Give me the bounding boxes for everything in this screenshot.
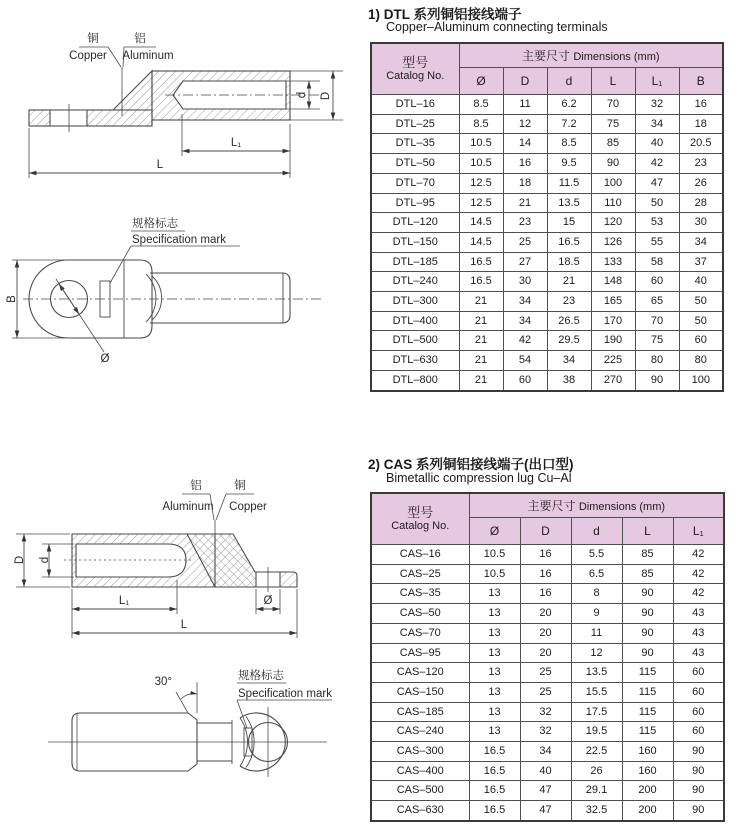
dimension-cell: 100: [591, 173, 635, 193]
catalog-no-cell: DTL–25: [371, 114, 459, 134]
dimension-cell: 21: [459, 311, 503, 331]
dimension-cell: 50: [679, 311, 723, 331]
dimension-cell: 13: [469, 722, 520, 742]
table-row: [371, 702, 724, 722]
dimension-cell: 70: [591, 95, 635, 115]
aluminum-label-en: Aluminum: [122, 50, 174, 62]
dimension-cell: 42: [673, 584, 724, 604]
column-header-L: L: [622, 518, 673, 545]
dimension-cell: 58: [635, 252, 679, 272]
dimension-cell: 42: [673, 564, 724, 584]
dimension-cell: 28: [679, 193, 723, 213]
dimension-cell: 26.5: [547, 311, 591, 331]
dimension-cell: 25: [520, 663, 571, 683]
dimension-cell: 32.5: [571, 801, 622, 821]
dimension-cell: 110: [591, 193, 635, 213]
catalog-no-cell: CAS–185: [371, 702, 469, 722]
dimension-cell: 60: [673, 722, 724, 742]
dimension-cell: 55: [635, 232, 679, 252]
copper-label-zh: 铜: [234, 480, 246, 492]
table-row: [371, 351, 723, 371]
catalog-no-cell: DTL–35: [371, 134, 459, 154]
dimension-cell: 70: [635, 311, 679, 331]
dimension-cell: 148: [591, 272, 635, 292]
dimension-cell: 115: [622, 663, 673, 683]
catalog-no-cell: CAS–400: [371, 761, 469, 781]
dimension-cell: 12: [503, 114, 547, 134]
dimension-cell: 9: [571, 604, 622, 624]
spec-mark-label-en: Specification mark: [132, 234, 226, 246]
dimension-cell: 20: [520, 643, 571, 663]
dimension-cell: 14.5: [459, 213, 503, 233]
dimension-cell: 90: [622, 623, 673, 643]
table-row: [371, 643, 724, 663]
dimension-cell: 14.5: [459, 232, 503, 252]
column-header-D: D: [520, 518, 571, 545]
catalog-no-cell: DTL–300: [371, 292, 459, 312]
table-row: [371, 114, 723, 134]
dimension-cell: 270: [591, 370, 635, 390]
table-row: [371, 311, 723, 331]
dimension-cell: 200: [622, 781, 673, 801]
catalog-no-cell: CAS–25: [371, 564, 469, 584]
catalog-no-cell: DTL–50: [371, 154, 459, 174]
dimension-cell: 29.5: [547, 331, 591, 351]
catalog-no-cell: DTL–800: [371, 370, 459, 390]
table-row: [371, 564, 724, 584]
dimension-cell: 85: [622, 545, 673, 565]
dimension-cell: 21: [459, 331, 503, 351]
catalog-no-cell: DTL–240: [371, 272, 459, 292]
dtl-top-view-drawing-overlay: [0, 190, 360, 380]
dim-B-label: B: [6, 295, 18, 303]
dimension-cell: 16: [520, 545, 571, 565]
copper-label-zh: 铜: [87, 33, 99, 45]
dimension-cell: 16.5: [459, 252, 503, 272]
dimension-cell: 10.5: [469, 545, 520, 565]
dimension-cell: 43: [673, 604, 724, 624]
dimension-cell: 21: [503, 193, 547, 213]
dimension-cell: 21: [459, 292, 503, 312]
dims-header-zh: 主要尺寸: [527, 499, 576, 513]
dimension-cell: 13: [469, 682, 520, 702]
dimension-cell: 90: [673, 761, 724, 781]
spec-mark-label-en: Specification mark: [238, 688, 332, 700]
dimension-cell: 30: [679, 213, 723, 233]
cas-side-view-drawing: [0, 468, 360, 665]
dimension-cell: 6.5: [571, 564, 622, 584]
dimension-cell: 6.2: [547, 95, 591, 115]
dimension-cell: 5.5: [571, 545, 622, 565]
dimension-cell: 90: [635, 370, 679, 390]
dimension-cell: 37: [679, 252, 723, 272]
dimension-cell: 16: [520, 584, 571, 604]
table-row: [371, 761, 724, 781]
dimension-cell: 13: [469, 702, 520, 722]
cas-dimensions-table: [370, 492, 725, 822]
dimension-cell: 100: [679, 370, 723, 390]
dimension-cell: 10.5: [459, 154, 503, 174]
dimension-cell: 13: [469, 584, 520, 604]
dimension-cell: 11.5: [547, 173, 591, 193]
column-header-d: d: [571, 518, 622, 545]
catalog-no-header: [371, 493, 469, 545]
column-header-B: B: [679, 68, 723, 95]
dimension-cell: 18.5: [547, 252, 591, 272]
dimension-cell: 60: [673, 663, 724, 683]
dimension-cell: 90: [622, 643, 673, 663]
dtl-barrel-outline: [150, 273, 290, 323]
table-row: [371, 213, 723, 233]
dimension-cell: 11: [503, 95, 547, 115]
table-row: [371, 623, 724, 643]
dimension-cell: 8.5: [547, 134, 591, 154]
dimension-cell: 75: [635, 331, 679, 351]
dimension-cell: 23: [679, 154, 723, 174]
table-row: [371, 193, 723, 213]
catalog-no-cell: CAS–630: [371, 801, 469, 821]
catalog-no-cell: DTL–120: [371, 213, 459, 233]
dimension-cell: 90: [622, 604, 673, 624]
dimension-cell: 40: [520, 761, 571, 781]
catalog-no-cell: CAS–70: [371, 623, 469, 643]
dimension-cell: 13: [469, 663, 520, 683]
dimension-cell: 38: [547, 370, 591, 390]
catalog-no-cell: CAS–35: [371, 584, 469, 604]
table-row: [371, 272, 723, 292]
dimension-cell: 120: [591, 213, 635, 233]
dimension-cell: 18: [503, 173, 547, 193]
dim-L-label: L: [156, 159, 164, 171]
dimension-cell: 12.5: [459, 193, 503, 213]
dimension-cell: 60: [673, 682, 724, 702]
dimension-cell: 53: [635, 213, 679, 233]
dimension-cell: 50: [679, 292, 723, 312]
dimension-cell: 12.5: [459, 173, 503, 193]
dimension-cell: 42: [503, 331, 547, 351]
dimension-cell: 32: [520, 722, 571, 742]
dimension-cell: 29.1: [571, 781, 622, 801]
dimension-cell: 7.2: [547, 114, 591, 134]
spec-mark-label-zh: 规格标志: [132, 218, 178, 230]
dtl-side-view-drawing: [0, 26, 360, 186]
dimension-cell: 85: [622, 564, 673, 584]
dimension-cell: 20: [520, 604, 571, 624]
column-header-L1: L₁: [635, 68, 679, 95]
catalog-no-cell: CAS–95: [371, 643, 469, 663]
dimension-cell: 16: [503, 154, 547, 174]
catalog-no-cell: CAS–300: [371, 742, 469, 762]
table-row: [371, 663, 724, 683]
column-header-dia: Ø: [459, 68, 503, 95]
dimension-cell: 42: [635, 154, 679, 174]
catalog-no-header: [371, 43, 459, 95]
dimension-cell: 50: [635, 193, 679, 213]
column-header-L: L: [591, 68, 635, 95]
dimension-cell: 47: [520, 801, 571, 821]
catalog-header-en: Catalog No.: [386, 70, 445, 82]
dim-D-label: D: [320, 91, 332, 101]
dimension-cell: 85: [591, 134, 635, 154]
dimension-cell: 34: [635, 114, 679, 134]
dimension-cell: 16: [520, 564, 571, 584]
dimension-cell: 8.5: [459, 95, 503, 115]
catalog-no-cell: DTL–630: [371, 351, 459, 371]
dimension-cell: 9.5: [547, 154, 591, 174]
catalog-no-cell: CAS–150: [371, 682, 469, 702]
table-row: [371, 95, 723, 115]
dimension-cell: 34: [679, 232, 723, 252]
dimension-cell: 65: [635, 292, 679, 312]
dimension-cell: 54: [503, 351, 547, 371]
dimension-cell: 34: [503, 292, 547, 312]
dimension-cell: 16.5: [459, 272, 503, 292]
dtl-palm-section: [29, 110, 152, 126]
dimension-cell: 34: [520, 742, 571, 762]
dimension-cell: 15: [547, 213, 591, 233]
dimension-cell: 27: [503, 252, 547, 272]
dimension-cell: 18: [679, 114, 723, 134]
dimension-cell: 30: [503, 272, 547, 292]
catalog-no-cell: CAS–50: [371, 604, 469, 624]
dimension-cell: 60: [679, 331, 723, 351]
dimension-cell: 43: [673, 623, 724, 643]
dimension-cell: 25: [503, 232, 547, 252]
catalog-header-zh: 型号: [402, 55, 429, 70]
dimension-cell: 16.5: [469, 781, 520, 801]
dimension-cell: 47: [635, 173, 679, 193]
aluminum-label-zh: 铝: [190, 480, 202, 492]
dimension-cell: 23: [503, 213, 547, 233]
dimension-cell: 42: [673, 545, 724, 565]
spec-mark-label-zh: 规格标志: [238, 670, 284, 682]
dimension-cell: 8.5: [459, 114, 503, 134]
dimension-cell: 10.5: [459, 134, 503, 154]
dimension-cell: 40: [635, 134, 679, 154]
column-header-L1: L₁: [673, 518, 724, 545]
table-row: [371, 292, 723, 312]
dim-L1-label: L₁: [230, 137, 242, 149]
dimension-cell: 115: [622, 702, 673, 722]
dimension-cell: 12: [571, 643, 622, 663]
dimension-cell: 165: [591, 292, 635, 312]
aluminum-label-en: Aluminum: [162, 501, 214, 513]
dimension-cell: 160: [622, 742, 673, 762]
table-row: [371, 604, 724, 624]
dimension-cell: 34: [503, 311, 547, 331]
dim-L1-label: L₁: [118, 595, 130, 607]
dimensions-header: [469, 493, 724, 518]
table-row: [371, 801, 724, 821]
catalog-no-cell: DTL–95: [371, 193, 459, 213]
column-header-d: d: [547, 68, 591, 95]
catalog-no-cell: DTL–16: [371, 95, 459, 115]
dimension-cell: 16.5: [469, 801, 520, 821]
dimension-cell: 10.5: [469, 564, 520, 584]
dimension-cell: 22.5: [571, 742, 622, 762]
table-row: [371, 173, 723, 193]
dimension-cell: 20: [520, 623, 571, 643]
catalog-no-cell: CAS–16: [371, 545, 469, 565]
dimension-cell: 11: [571, 623, 622, 643]
dimension-cell: 190: [591, 331, 635, 351]
catalog-header-zh: 型号: [407, 505, 434, 520]
table-row: [371, 370, 723, 390]
dim-d-label: d: [39, 556, 51, 564]
dimension-cell: 60: [635, 272, 679, 292]
catalog-no-cell: DTL–150: [371, 232, 459, 252]
dimension-cell: 133: [591, 252, 635, 272]
dim-dia-label: Ø: [263, 595, 273, 607]
dimension-cell: 16.5: [469, 742, 520, 762]
table-row: [371, 682, 724, 702]
dimension-cell: 13.5: [571, 663, 622, 683]
dimensions-header: [459, 43, 723, 68]
dimension-cell: 25: [520, 682, 571, 702]
dim-dia-label: Ø: [100, 353, 110, 365]
catalog-no-cell: DTL–185: [371, 252, 459, 272]
dimension-cell: 80: [635, 351, 679, 371]
dimension-cell: 126: [591, 232, 635, 252]
dimension-cell: 13.5: [547, 193, 591, 213]
dimension-cell: 16: [679, 95, 723, 115]
table-row: [371, 742, 724, 762]
dimension-cell: 115: [622, 722, 673, 742]
catalog-header-en: Catalog No.: [391, 520, 450, 532]
section-2-title-zh: 2) CAS 系列铜铝接线端子(出口型): [368, 457, 574, 472]
dim-d-label: d: [296, 91, 308, 99]
dtl-transition-section: [113, 71, 152, 110]
dimension-cell: 40: [679, 272, 723, 292]
dimension-cell: 225: [591, 351, 635, 371]
aluminum-label-zh: 铝: [134, 33, 146, 45]
dimension-cell: 43: [673, 643, 724, 663]
dim-D-label: D: [14, 555, 26, 565]
dimension-cell: 8: [571, 584, 622, 604]
catalog-no-cell: CAS–240: [371, 722, 469, 742]
angle-label: 30°: [154, 676, 172, 688]
table-row: [371, 722, 724, 742]
cas-bore: [76, 544, 186, 577]
copper-label-en: Copper: [69, 50, 107, 62]
table-row: [371, 584, 724, 604]
dimension-cell: 90: [673, 801, 724, 821]
dimension-cell: 21: [547, 272, 591, 292]
dimension-cell: 90: [673, 742, 724, 762]
catalog-no-cell: CAS–120: [371, 663, 469, 683]
dimension-cell: 19.5: [571, 722, 622, 742]
dimension-cell: 170: [591, 311, 635, 331]
dimension-cell: 13: [469, 604, 520, 624]
table-row: [371, 331, 723, 351]
table-row: [371, 252, 723, 272]
dimension-cell: 80: [679, 351, 723, 371]
dimension-cell: 13: [469, 643, 520, 663]
dimension-cell: 90: [673, 781, 724, 801]
dimension-cell: 14: [503, 134, 547, 154]
section-1-title-zh: 1) DTL 系列铜铝接线端子: [368, 7, 522, 22]
dimension-cell: 115: [622, 682, 673, 702]
dimension-cell: 160: [622, 761, 673, 781]
dimension-cell: 17.5: [571, 702, 622, 722]
catalog-no-cell: DTL–400: [371, 311, 459, 331]
dimension-cell: 15.5: [571, 682, 622, 702]
table-row: [371, 134, 723, 154]
catalog-no-cell: DTL–500: [371, 331, 459, 351]
section-2-title-en: Bimetallic compression lug Cu–Al: [386, 471, 572, 485]
dimension-cell: 21: [459, 351, 503, 371]
table-row: [371, 232, 723, 252]
catalog-no-cell: CAS–500: [371, 781, 469, 801]
table-row: [371, 154, 723, 174]
section-1-title-en: Copper–Aluminum connecting terminals: [386, 20, 608, 34]
dimension-cell: 60: [503, 370, 547, 390]
dimension-cell: 47: [520, 781, 571, 801]
dimension-cell: 90: [591, 154, 635, 174]
dtl-dimensions-table: [370, 42, 724, 392]
dimension-cell: 90: [622, 584, 673, 604]
copper-label-en: Copper: [229, 501, 267, 513]
dimension-cell: 34: [547, 351, 591, 371]
catalog-no-cell: DTL–70: [371, 173, 459, 193]
dim-dia-leader: [56, 279, 104, 352]
dimension-cell: 16.5: [547, 232, 591, 252]
table-row: [371, 545, 724, 565]
dimension-cell: 200: [622, 801, 673, 821]
column-header-dia: Ø: [469, 518, 520, 545]
dimension-cell: 32: [520, 702, 571, 722]
column-header-D: D: [503, 68, 547, 95]
dimension-cell: 13: [469, 623, 520, 643]
dimension-cell: 16.5: [469, 761, 520, 781]
dimension-cell: 23: [547, 292, 591, 312]
dimension-cell: 26: [571, 761, 622, 781]
dimension-cell: 26: [679, 173, 723, 193]
dimension-cell: 75: [591, 114, 635, 134]
dimension-cell: 32: [635, 95, 679, 115]
dimension-cell: 21: [459, 370, 503, 390]
dimension-cell: 60: [673, 702, 724, 722]
dims-header-zh: 主要尺寸: [521, 49, 570, 63]
dims-header-en: Dimensions (mm): [578, 501, 666, 513]
dim-L-label: L: [180, 619, 188, 631]
table-row: [371, 781, 724, 801]
cas-outside-view-drawing: [0, 652, 360, 822]
dimension-cell: 20.5: [679, 134, 723, 154]
dims-header-en: Dimensions (mm): [573, 51, 660, 63]
